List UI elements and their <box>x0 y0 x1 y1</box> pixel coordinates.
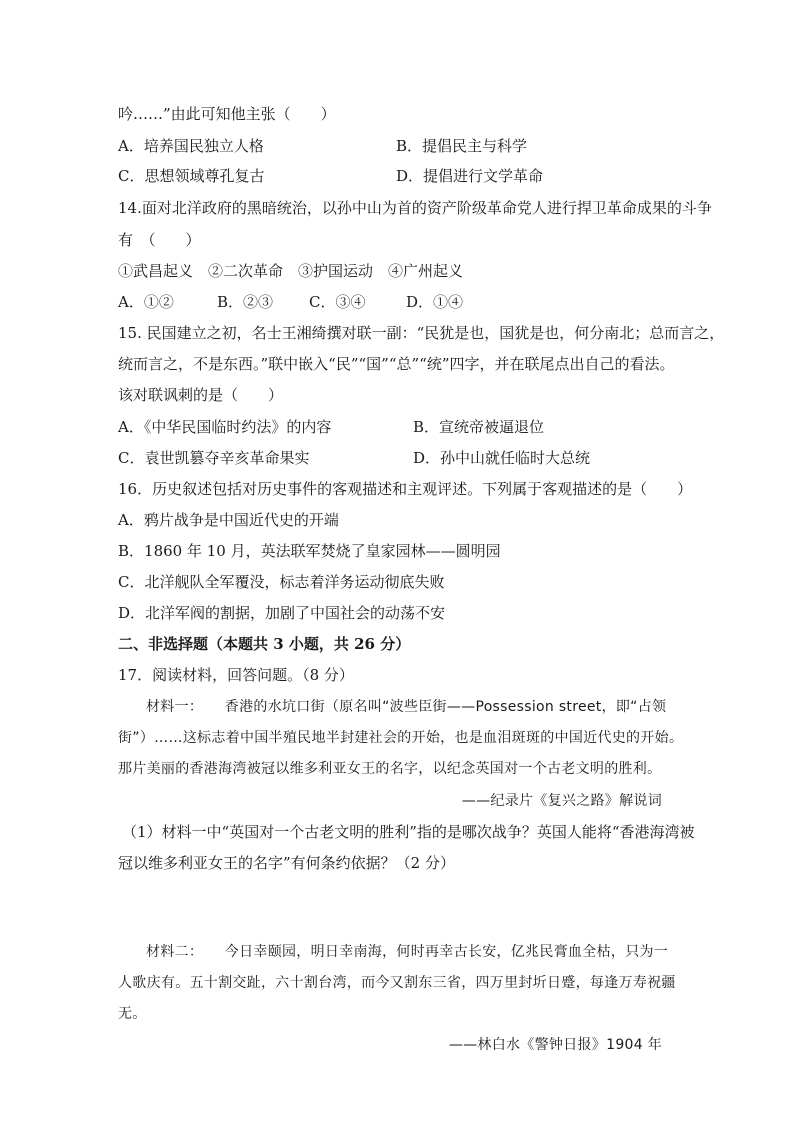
section-heading: 二、非选择题（本题共 3 小题，共 26 分） <box>118 635 411 653</box>
q13-stem-tail: 吟……”由此可知他主张（ ） <box>118 105 336 123</box>
q16-option-a: A．鸦片战争是中国近代史的开端 <box>118 511 339 529</box>
q13-option-c: C．思想领域尊孔复古 <box>118 167 265 185</box>
q14-option-c: C．③④ <box>309 293 366 311</box>
q15-stem-line1: 15. 民国建立之初，名士王湘绮撰对联一副：“民犹是也，国犹是也，何分南北；总而言之， <box>118 324 725 342</box>
q14-option-b: B．②③ <box>217 293 274 311</box>
q15-stem-line2: 统而言之，不是东西。”联中嵌入“民”“国”“总”“统”四字，并在联尾点出自己的看法。 <box>118 355 675 373</box>
q17-material1-line2: 街”）……这标志着中国半殖民地半封建社会的开始，也是血泪斑斑的中国近代史的开始。 <box>118 730 684 746</box>
q15-option-b: B．宣统帝被逼退位 <box>413 418 545 436</box>
q17-material1-line3: 那片美丽的香港海湾被冠以维多利亚女王的名字，以纪念英国对一个古老文明的胜利。 <box>118 761 662 777</box>
q15-option-a: A．《中华民国临时约法》的内容 <box>118 418 332 436</box>
q16-stem: 16．历史叙述包括对历史事件的客观描述和主观评述。下列属于客观描述的是（ ） <box>118 480 693 498</box>
q13-option-b: B．提倡民主与科学 <box>396 137 528 155</box>
q13-option-a: A．培养国民独立人格 <box>118 137 264 155</box>
q15-option-c: C．袁世凯篡夺辛亥革命果实 <box>118 449 310 467</box>
q15-stem-line3: 该对联讽刺的是（ ） <box>118 386 284 404</box>
q16-option-b: B．1860 年 10 月，英法联军焚烧了皇家园林——圆明园 <box>118 542 501 560</box>
q16-option-c: C．北洋舰队全军覆没，标志着洋务运动彻底失败 <box>118 573 445 591</box>
q17-stem: 17．阅读材料，回答问题。（8 分） <box>118 666 354 684</box>
q17-subquestion1-line2: 冠以维多利亚女王的名字”有何条约依据？（2 分） <box>118 854 455 872</box>
q15-option-d: D．孙中山就任临时大总统 <box>413 449 591 467</box>
q14-option-d: D．①④ <box>406 293 464 311</box>
q17-subquestion1-line1: （1）材料一中“英国对一个古老文明的胜利”指的是哪次战争？英国人能将“香港海湾被 <box>122 823 695 841</box>
q17-material2-source: ——林白水《警钟日报》1904 年 <box>448 1037 662 1053</box>
q14-items: ①武昌起义 ②二次革命 ③护国运动 ④广州起义 <box>118 262 464 280</box>
q17-material2-line2: 人歌庆有。五十割交趾，六十割台湾，而今又割东三省，四万里封圻日蹙，每逢万寿祝疆 <box>118 975 676 991</box>
q13-option-d: D．提倡进行文学革命 <box>396 167 544 185</box>
q17-material1-source: ——纪录片《复兴之路》解说词 <box>461 793 662 809</box>
q16-option-d: D．北洋军阀的割据，加剧了中国社会的动荡不安 <box>118 604 446 622</box>
q17-material2-line3: 无。 <box>118 1006 147 1022</box>
q14-stem-line1: 14.面对北洋政府的黑暗统治，以孙中山为首的资产阶级革命党人进行捍卫革命成果的斗争 <box>118 199 712 217</box>
q17-material1-line1: 材料一： 香港的水坑口街（原名叫“波些臣街——Possession street，即“占领 <box>146 699 667 715</box>
q14-stem-line2: 有 （ ） <box>118 231 201 249</box>
q14-option-a: A．①② <box>118 293 174 311</box>
q17-material2-line1: 材料二： 今日幸颐园，明日幸南海，何时再幸古长安，亿兆民膏血全枯，只为一 <box>146 944 669 960</box>
